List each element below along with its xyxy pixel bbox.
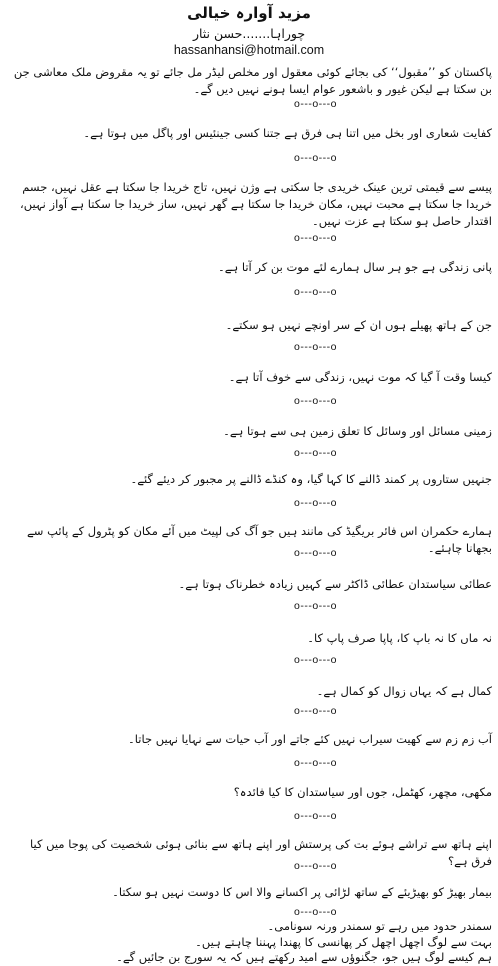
separator: o---o---o xyxy=(294,232,337,244)
separator: o---o---o xyxy=(294,906,337,918)
paragraph: بہت سے لوگ اچھل اچھل کر پھانسی کا پھندا پہننا چاہتے ہیں۔ xyxy=(195,935,492,949)
article-title: مزید آوارہ خیالی xyxy=(187,4,311,22)
separator: o---o---o xyxy=(294,757,337,769)
paragraph: ہمارے حکمران اس فائر بریگیڈ کی مانند ہیں جو آگ کی لپیٹ میں آئے مکان کو پٹرول کے پائپ سے بجھانا چاہئے۔ xyxy=(27,524,492,555)
paragraph: بیمار بھیڑ کو بھیڑیئے کے ساتھ لڑائی پر اکسانے والا اس کا دوست نہیں ہو سکتا۔ xyxy=(112,885,492,899)
article-byline: چوراہا.......حسن نثار xyxy=(192,26,306,41)
separator: o---o---o xyxy=(294,497,337,509)
separator: o---o---o xyxy=(294,447,337,459)
separator: o---o---o xyxy=(294,395,337,407)
paragraph: نہ ماں کا نہ باپ کا، پاپا صرف پاپ کا۔ xyxy=(307,631,492,645)
separator: o---o---o xyxy=(294,705,337,717)
author-email: hassanhansi@hotmail.com xyxy=(173,43,325,57)
paragraph: جنہیں ستاروں پر کمند ڈالنے کا کہا گیا، وہ کنڈے ڈالنے پر مجبور کر دیئے گئے۔ xyxy=(130,472,492,486)
paragraph: سمندر حدود میں رہے تو سمندر ورنہ سونامی۔ xyxy=(267,919,492,933)
paragraph: عطائی سیاستدان عطائی ڈاکٹر سے کہیں زیادہ خطرناک ہوتا ہے۔ xyxy=(178,577,492,591)
separator: o---o---o xyxy=(294,152,337,164)
separator: o---o---o xyxy=(294,600,337,612)
paragraph: زمینی مسائل اور وسائل کا تعلق زمین ہی سے ہوتا ہے۔ xyxy=(223,424,492,438)
separator: o---o---o xyxy=(294,810,337,822)
separator: o---o---o xyxy=(294,98,337,110)
paragraph: جن کے ہاتھ پھیلے ہوں ان کے سر اونچے نہیں ہو سکتے۔ xyxy=(225,318,492,332)
separator: o---o---o xyxy=(294,547,337,559)
paragraph: پانی زندگی ہے جو ہر سال ہمارے لئے موت بن کر آتا ہے۔ xyxy=(217,260,492,274)
paragraph: پیسے سے قیمتی ترین عینک خریدی جا سکتی ہے وژن نہیں، تاج خریدا جا سکتا ہے عقل نہیں، جسم خریدا جا سکتا ہے محبت نہیں، مکان خریدا جا سکتا ہے گھر نہیں، ساز خریدا جا سکتا ہے آواز نہیں، اقتدار حاصل ہو سکتا ہے عزت نہیں۔ xyxy=(19,180,492,228)
separator: o---o---o xyxy=(294,654,337,666)
paragraph: پاکستان کو ’’مقبول‘‘ کی بجائے کوئی معقول اور مخلص لیڈر مل جائے تو یہ مقروض ملک معاشی جن بن سکتا ہے لیکن غیور و باشعور عوام ایسا ہونے نہیں دیں گے۔ xyxy=(13,65,492,96)
paragraph: کیسا وقت آ گیا کہ موت نہیں، زندگی سے خوف آتا ہے۔ xyxy=(228,370,492,384)
paragraph: کفایت شعاری اور بخل میں اتنا ہی فرق ہے جتنا کسی جینئیس اور پاگل میں ہوتا ہے۔ xyxy=(83,126,492,140)
separator: o---o---o xyxy=(294,860,337,872)
paragraph: ہم کیسے لوگ ہیں جو، جگنوؤں سے امید رکھتے ہیں کہ یہ سورج بن جائیں گے۔ xyxy=(116,950,492,964)
separator: o---o---o xyxy=(294,341,337,353)
paragraph: آب زم زم سے کھیت سیراب نہیں کئے جاتے اور آب حیات سے نہایا نہیں جاتا۔ xyxy=(128,732,492,746)
separator: o---o---o xyxy=(294,286,337,298)
paragraph: اپنے ہاتھ سے تراشے ہوئے بت کی پرستش اور اپنے ہاتھ سے بنائی ہوئی شخصیت کی پوجا میں کیا فرق ہے؟ xyxy=(30,837,492,868)
paragraph: کمال ہے کہ یہاں زوال کو کمال ہے۔ xyxy=(316,684,492,698)
paragraph: مکھی، مچھر، کھٹمل، جوں اور سیاستدان کا کیا فائدہ؟ xyxy=(233,785,492,799)
